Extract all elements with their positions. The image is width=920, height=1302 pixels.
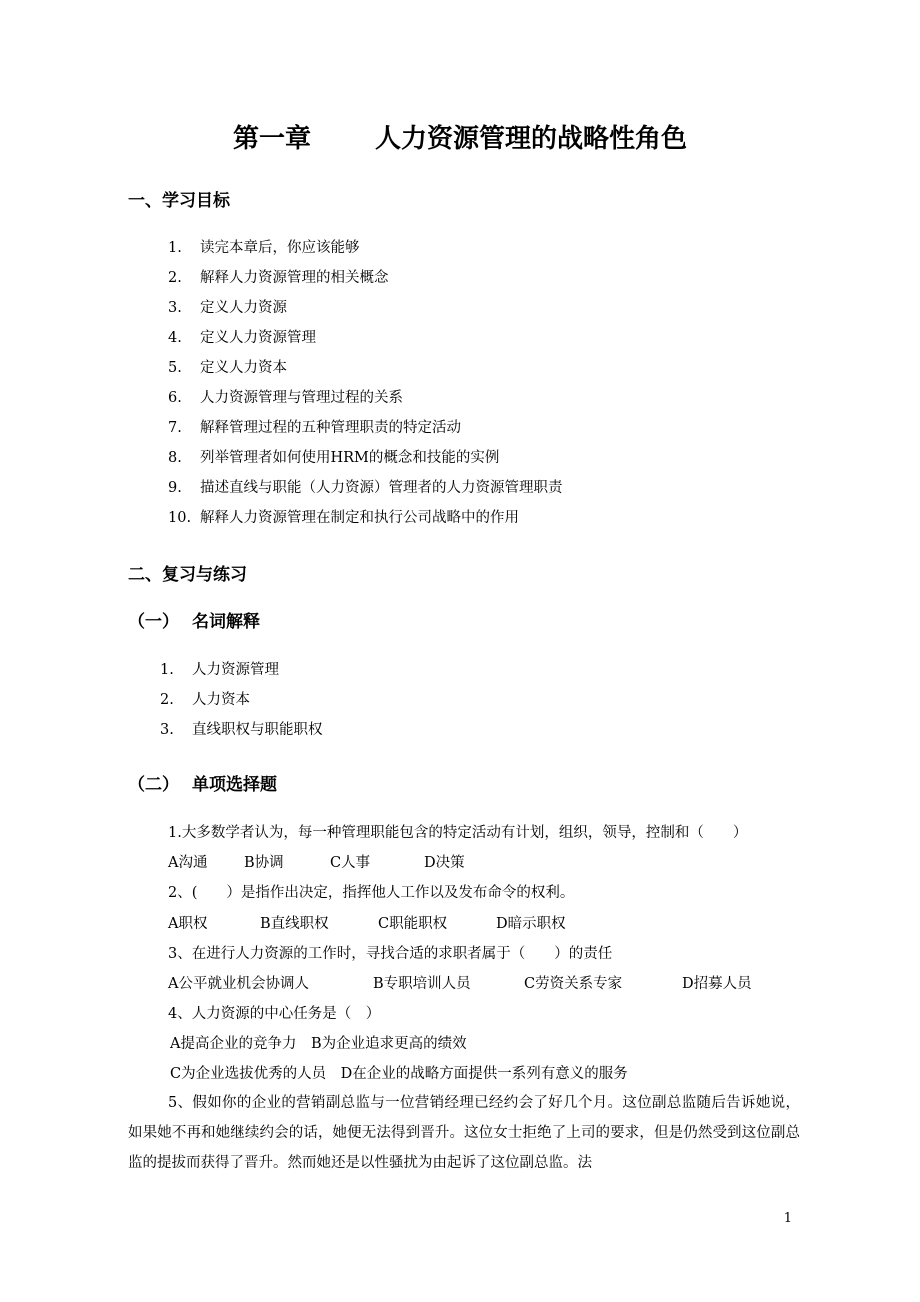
chapter-title xyxy=(0,118,920,155)
list-item: 8. 列举管理者如何使用HRM的概念和技能的实例 xyxy=(168,450,500,466)
question-3: 3、在进行人力资源的工作时，寻找合适的求职者属于（ ）的责任 xyxy=(168,946,613,962)
section-heading-review: 二、复习与练习 xyxy=(128,565,247,585)
list-item: 4. 定义人力资源管理 xyxy=(168,330,316,346)
list-item: 3. 直线职权与职能职权 xyxy=(160,722,323,738)
question-5: 5、假如你的企业的营销副总监与一位营销经理已经约会了好几个月。这位副总监随后告诉她说，如果她不再和她继续约会的话，她便无法得到晋升。这位女士拒绝了上司的要求，但是仍然受到这位副总监的提拔而获得了晋升。然而她还是以性骚扰为由起诉了这位副总监。法 xyxy=(128,1095,800,1171)
list-item: 3. 定义人力资源 xyxy=(168,300,287,316)
chapter-name: 人力资源管理的战略性角色 xyxy=(375,124,688,154)
question-4-options-ab: A提高企业的竞争力 B为企业追求更高的绩效 xyxy=(170,1036,467,1052)
question-2-options xyxy=(168,912,566,933)
option-c: C人事 xyxy=(330,855,371,871)
list-item: 1. 读完本章后，你应该能够 xyxy=(168,240,360,256)
option-b: B直线职权 xyxy=(260,916,329,932)
list-item: 6. 人力资源管理与管理过程的关系 xyxy=(168,390,403,406)
question-2: 2、( ）是指作出决定，指挥他人工作以及发布命令的权利。 xyxy=(168,885,575,901)
option-d: D决策 xyxy=(424,855,465,871)
question-3-options xyxy=(168,972,752,993)
question-4-options-cd: C为企业选拔优秀的人员 D在企业的战略方面提供一系列有意义的服务 xyxy=(170,1066,628,1082)
list-item: 2. 人力资本 xyxy=(160,692,250,708)
section-heading-objectives: 一、学习目标 xyxy=(128,191,230,211)
option-b: B专职培训人员 xyxy=(373,976,471,992)
list-item: 7. 解释管理过程的五种管理职责的特定活动 xyxy=(168,420,461,436)
list-item: 2. 解释人力资源管理的相关概念 xyxy=(168,270,389,286)
list-item: 9. 描述直线与职能（人力资源）管理者的人力资源管理职责 xyxy=(168,480,563,496)
subsection-heading-terms: （一） 名词解释 xyxy=(128,612,260,632)
option-d: D招募人员 xyxy=(682,976,752,992)
question-1: 1.大多数学者认为，每一种管理职能包含的特定活动有计划，组织，领导，控制和（ ） xyxy=(168,825,748,841)
option-b: B协调 xyxy=(244,855,284,871)
option-a: A职权 xyxy=(168,916,208,932)
subsection-heading-choice: （二） 单项选择题 xyxy=(128,775,277,795)
list-item: 1. 人力资源管理 xyxy=(160,662,279,678)
option-d: D暗示职权 xyxy=(496,916,566,932)
option-c: C职能职权 xyxy=(378,916,448,932)
chapter-number: 第一章 xyxy=(232,124,311,154)
page-number: 1 xyxy=(783,1211,792,1226)
option-a: A沟通 xyxy=(168,855,208,871)
option-a: A公平就业机会协调人 xyxy=(168,976,309,992)
option-c: C劳资关系专家 xyxy=(524,976,623,992)
question-4: 4、人力资源的中心任务是（ ） xyxy=(168,1006,381,1022)
list-item: 10. 解释人力资源管理在制定和执行公司战略中的作用 xyxy=(168,510,519,526)
question-1-options xyxy=(168,851,465,872)
list-item: 5. 定义人力资本 xyxy=(168,360,287,376)
